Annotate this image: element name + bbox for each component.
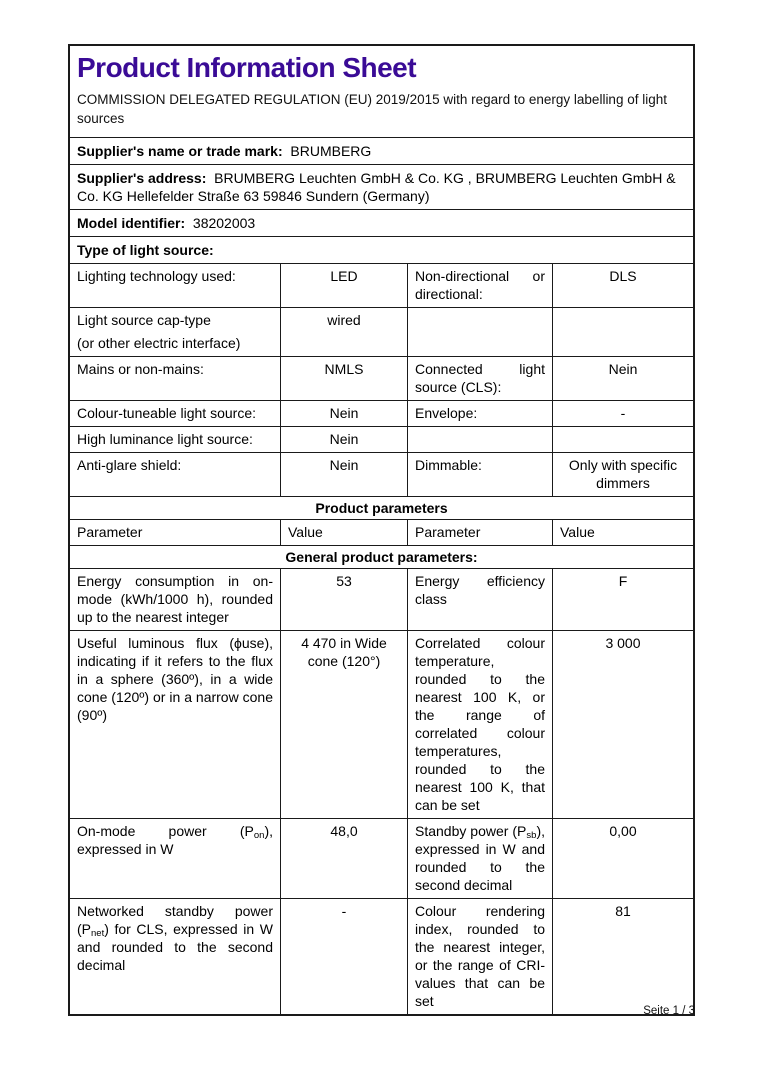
value-cell: 4 470 in Wide cone (120°) [280,631,407,818]
parameter-cell: Non-directional or directional: [407,264,552,307]
supplier-name-row [70,137,693,164]
parameter-cell: Anti-glare shield: [77,457,182,473]
parameter-cell: Energy efficiency class [407,569,552,630]
parameter-cell: Lighting technology used: [77,268,236,284]
value-cell: - [280,899,407,1014]
general-product-parameters-heading: General product parameters: [70,545,693,568]
model-identifier-value: 38202003 [192,215,256,231]
type-of-light-source-table [70,263,693,496]
supplier-address-value: BRUMBERG Leuchten GmbH & Co. KG , BRUMBERG Leuchten GmbH & Co. KG Hellefelder Straße 63 59846 Sundern (Germany) [77,170,676,204]
table-row [70,356,693,400]
parameter-cell: Correlated colour temperature, rounded to the nearest 100 K, or the range of correlated colour temperatures, rounded to the nearest 100 K, that can be set [407,631,552,818]
value-cell: Nein [280,427,407,452]
value-cell: 53 [280,569,407,630]
regulation-subtitle: COMMISSION DELEGATED REGULATION (EU) 2019/2015 with regard to energy labelling of light sources [77,92,667,126]
supplier-name-label: Supplier's name or trade mark: [77,143,283,159]
parameter-cell [407,308,552,356]
type-of-light-source-heading: Type of light source: [70,236,693,263]
parameter-cell: Standby power $(P_{sb})$, expressed in W and rounded to the second decimal [407,819,552,898]
parameter-cell: Light source cap-type (or other electric interface) [77,312,241,351]
table-row [70,818,693,898]
supplier-address-row [70,164,693,209]
page-number: Seite 1 / 3 [643,1005,695,1017]
table-row [70,307,693,356]
value-cell [552,308,693,356]
page-title: Product Information Sheet [77,52,417,83]
value-cell: 3 000 [552,631,693,818]
table-row [70,630,693,818]
value-cell: LED [280,264,407,307]
parameter-cell: Energy consumption in on-mode (kWh/1000 h), rounded up to the nearest integer [77,573,273,625]
table-row [70,568,693,630]
model-identifier-row [70,209,693,236]
table-row [70,898,693,1014]
value-cell: - [552,401,693,426]
parameter-cell: Networked standby power $(P_{net})$ for CLS, expressed in W and rounded to the second decimal [77,903,273,973]
product-parameters-heading: Product parameters [70,496,693,519]
table-row [70,400,693,426]
supplier-name-value: BRUMBERG [290,143,372,159]
parameter-cell: Mains or non-mains: [77,361,204,377]
value-cell: 0,00 [552,819,693,898]
column-header-parameter: Parameter [77,524,143,540]
model-identifier-label: Model identifier: [77,215,186,231]
value-cell: NMLS [280,357,407,400]
table-row [70,452,693,496]
value-cell: Nein [552,357,693,400]
value-cell: F [552,569,693,630]
value-cell: wired [280,308,407,356]
value-cell: Only with specific dimmers [552,453,693,496]
value-cell: DLS [552,264,693,307]
table-row [70,263,693,307]
value-cell: Nein [280,401,407,426]
parameter-cell: Useful luminous flux (ϕuse), indicating if it refers to the flux in a sphere (360º), in a wide cone (120º) or in a narrow cone (90º) [77,635,273,723]
parameter-cell: Envelope: [407,401,552,426]
value-cell: Nein [280,453,407,496]
column-header-parameter: Parameter [407,520,552,545]
column-header-value: Value [280,520,407,545]
value-cell [552,427,693,452]
value-cell: 81 [552,899,693,1014]
value-cell: 48,0 [280,819,407,898]
table-row [70,426,693,452]
parameter-cell: On-mode power $(P_{on})$, expressed in W [77,823,273,857]
title-block [70,46,693,137]
general-parameters-table [70,568,693,1014]
parameter-cell: Colour rendering index, rounded to the nearest integer, or the range of CRI-values that can be set [407,899,552,1014]
parameter-cell [407,427,552,452]
parameter-cell: Connected light source (CLS): [407,357,552,400]
column-header-value: Value [552,520,693,545]
parameters-header-row [70,519,693,545]
parameter-cell: Colour-tuneable light source: [77,405,256,421]
supplier-address-label: Supplier's address: [77,170,207,186]
parameter-cell: Dimmable: [407,453,552,496]
parameter-cell: High luminance light source: [77,431,253,447]
product-information-sheet [68,44,695,1016]
